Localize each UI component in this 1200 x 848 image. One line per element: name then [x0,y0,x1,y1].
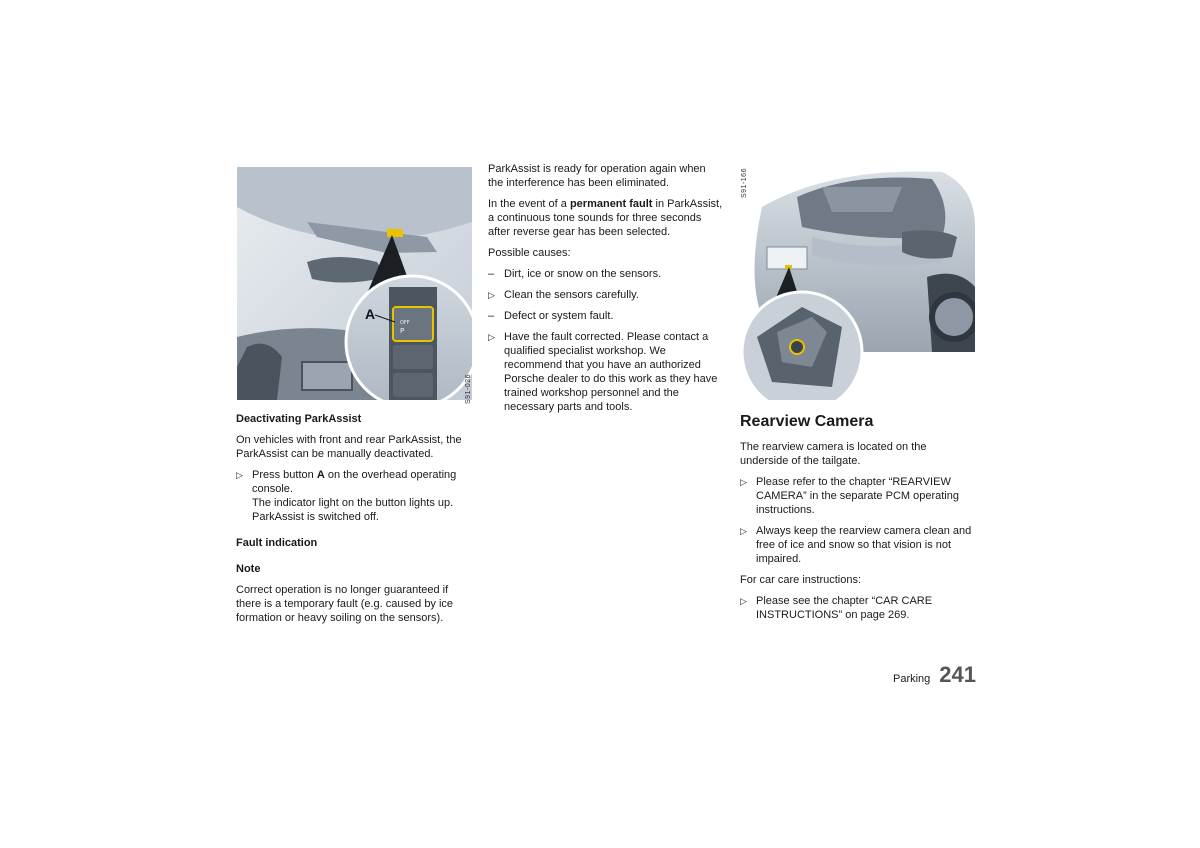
triangle-bullet-icon: ▷ [740,526,747,536]
paragraph-front-rear: On vehicles with front and rear ParkAssist, the ParkAssist can be manually deactivated. [236,434,462,460]
section-name: Parking [892,673,931,685]
column-left [236,412,472,632]
paragraph-ready: ParkAssist is ready for operation again when the interference has been eliminated. [488,163,706,189]
list-item [488,267,724,281]
list-item [740,475,976,517]
list-item [488,309,724,323]
step-prefix: Press button [252,469,317,481]
triangle-bullet-icon: ▷ [488,290,495,300]
page-footer [893,662,976,688]
paragraph-car-care: For car care instructions: [740,574,862,586]
list-item-text: Please refer to the chapter “REARVIEW CAMERA” in the separate PCM operating instructions. [756,476,959,516]
paragraph-camera-location: The rearview camera is located on the underside of the tailgate. [740,441,927,467]
dash-bullet-icon: – [488,268,495,280]
car-rear-drawing [742,167,975,400]
triangle-bullet-icon: ▷ [740,477,747,487]
list-item [488,288,724,302]
step-indicator-light: The indicator light on the button lights up. [252,497,454,509]
step-switched-off: ParkAssist is switched off. [252,511,379,523]
button-a-ref: A [316,469,325,481]
rearview-camera-illustration [742,167,975,400]
step-suffix: on the overhead operating console. [252,469,457,495]
list-item-text: Dirt, ice or snow on the sensors. [504,268,662,280]
callout-a-label: A [365,306,376,322]
list-item-text: Always keep the rearview camera clean and free of ice and snow so that vision is not impaired. [756,525,972,565]
list-item-text: Clean the sensors carefully. [504,289,639,301]
list-item-text: Defect or system fault. [504,310,614,322]
figure-code-right: S91-166 [741,168,748,198]
column-right [740,412,976,629]
perm-bold: permanent fault [569,198,653,210]
heading-note: Note [236,563,261,575]
heading-deactivating-parkassist: Deactivating ParkAssist [236,413,362,425]
dash-bullet-icon: – [488,310,495,322]
list-item-text: Have the fault corrected. Please contact a qualified specialist workshop. We recommend that you have an authorized Porsche dealer to do this work as they have trained workshop personnel and the necessary parts and tools. [504,331,718,413]
list-item [740,524,976,566]
list-item [488,330,724,414]
perm-suffix: in ParkAssist, a continuous tone sounds for three seconds after reverse gear has been selected. [488,198,723,238]
list-item [740,594,976,622]
triangle-bullet-icon: ▷ [236,470,243,480]
paragraph-note: Correct operation is no longer guaranteed if there is a temporary fault (e.g. caused by ice formation or heavy soiling on the sensors). [236,584,454,624]
paragraph-possible-causes: Possible causes: [488,247,571,259]
page-number: 241 [939,662,976,687]
overhead-console-illustration [237,167,472,400]
svg-text:OFF: OFF [400,320,410,326]
heading-rearview-camera: Rearview Camera [740,413,874,430]
perm-prefix: In the event of a [488,198,570,210]
heading-fault-indication: Fault indication [236,537,318,549]
list-item-text: Please see the chapter “CAR CARE INSTRUCTIONS” on page 269. [756,595,933,621]
column-middle [488,162,724,421]
overhead-console-drawing [237,167,472,400]
paragraph-permanent-fault [488,197,724,239]
triangle-bullet-icon: ▷ [740,596,747,606]
figure-code-left: S91-026 [465,374,472,404]
svg-text:P: P [400,327,405,335]
triangle-bullet-icon: ▷ [488,332,495,342]
step-press-button [236,468,472,524]
